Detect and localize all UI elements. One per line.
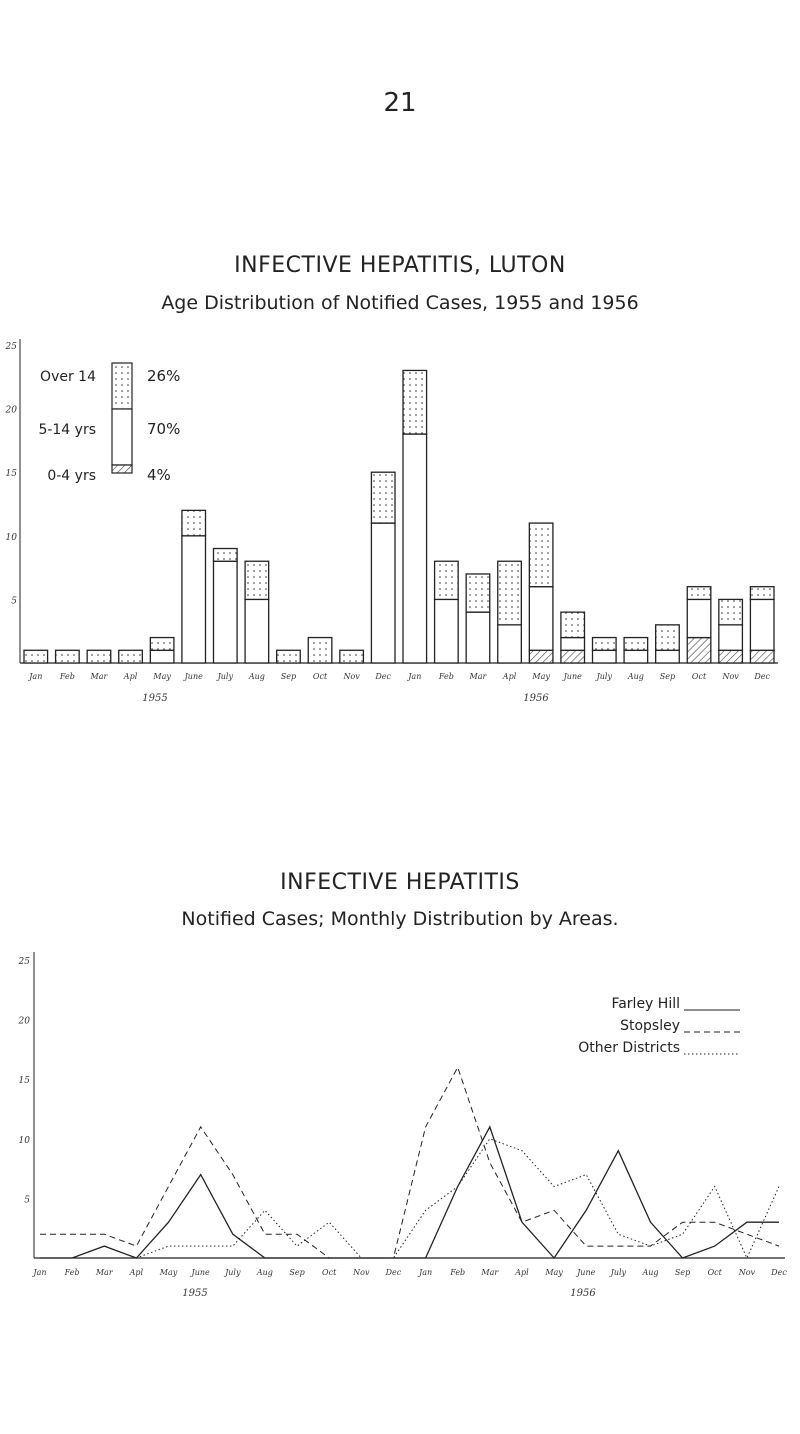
line-chart-subtitle: Notified Cases; Monthly Distribution by Areas.: [181, 908, 619, 930]
bar-y-tick-label: 5: [11, 596, 17, 607]
bar-y-tick-label: 20: [5, 405, 17, 416]
line-y-tick-label: 5: [24, 1195, 30, 1206]
line-x-tick-label: Nov: [353, 1268, 370, 1277]
bar-segment-over-14: [24, 650, 48, 663]
legend-percent: 70%: [147, 420, 181, 438]
line-x-tick-label: May: [159, 1268, 178, 1277]
bar-segment-over-14: [56, 650, 80, 663]
line-x-tick-label: Nov: [738, 1268, 756, 1277]
line-x-tick-label: Mar: [95, 1268, 113, 1277]
series-line-other-districts: [40, 1139, 779, 1258]
bar-segment-over-14: [435, 561, 459, 599]
bar-segment-5-14: [466, 612, 490, 663]
bar-segment-over-14: [498, 561, 522, 625]
line-x-tick-label: July: [610, 1268, 627, 1277]
line-x-tick-label: Feb: [450, 1268, 466, 1277]
bar-segment-over-14: [561, 612, 585, 637]
bar-segment-0-4: [561, 650, 585, 663]
bar-segment-over-14: [624, 638, 648, 651]
line-x-tick-label: Sep: [289, 1268, 305, 1277]
bar-segment-5-14: [529, 587, 553, 651]
bar-segment-over-14: [466, 574, 490, 612]
bar-x-tick-label: Oct: [691, 672, 707, 681]
bar-x-tick-label: July: [217, 672, 234, 681]
bar-segment-0-4: [750, 650, 774, 663]
bar-x-tick-label: Aug: [627, 672, 644, 681]
bar-x-tick-label: Apl: [502, 672, 517, 681]
bar-segment-over-14: [403, 370, 427, 434]
legend-label: 5-14 yrs: [38, 422, 96, 438]
line-y-tick-label: 15: [18, 1076, 30, 1087]
line-x-tick-label: Apl: [129, 1268, 144, 1277]
bar-x-tick-label: Aug: [248, 672, 265, 681]
legend-swatch-over-14: [112, 363, 132, 409]
bar-x-tick-label: May: [153, 672, 171, 681]
bar-x-tick-label: Nov: [722, 672, 739, 681]
line-x-tick-label: Feb: [64, 1268, 80, 1277]
series-line-stopsley: [40, 1067, 779, 1258]
line-x-tick-label: Jan: [33, 1268, 47, 1277]
line-year-label-1955: 1955: [182, 1288, 208, 1299]
bar-segment-over-14: [656, 625, 680, 650]
bar-x-tick-label: July: [596, 672, 613, 681]
page-number: 21: [383, 88, 417, 118]
bar-segment-over-14: [371, 472, 395, 523]
bar-segment-over-14: [529, 523, 553, 587]
bar-segment-0-4: [719, 650, 743, 663]
legend-label: Farley Hill: [611, 996, 680, 1012]
line-y-tick-label: 20: [18, 1016, 30, 1027]
legend-percent: 26%: [147, 367, 181, 385]
bar-segment-over-14: [245, 561, 269, 599]
legend-swatch-5-14: [112, 409, 132, 465]
line-y-tick-label: 25: [18, 957, 30, 967]
bar-segment-5-14: [656, 650, 680, 663]
legend-label: 0-4 yrs: [47, 468, 96, 484]
bar-segment-5-14: [214, 561, 238, 663]
line-x-tick-label: Aug: [642, 1268, 659, 1277]
line-x-tick-label: Dec: [771, 1268, 787, 1277]
bar-segment-5-14: [624, 650, 648, 663]
bar-segment-over-14: [719, 599, 743, 624]
bar-x-tick-label: June: [184, 672, 203, 681]
bar-year-label-1955: 1955: [142, 693, 168, 704]
bar-chart-title: INFECTIVE HEPATITIS, LUTON: [234, 253, 566, 278]
bar-x-tick-label: Dec: [754, 672, 771, 681]
bar-segment-5-14: [245, 599, 269, 663]
line-x-tick-label: June: [577, 1268, 596, 1277]
bar-x-tick-label: Feb: [59, 672, 75, 681]
legend-label: Stopsley: [620, 1018, 680, 1034]
bar-segment-over-14: [750, 587, 774, 600]
bar-y-tick-label: 25: [5, 342, 17, 352]
line-x-tick-label: May: [545, 1268, 563, 1277]
bar-x-tick-label: June: [563, 672, 582, 681]
bar-x-tick-label: Mar: [469, 672, 487, 681]
bar-segment-5-14: [435, 599, 459, 663]
bar-segment-5-14: [498, 625, 522, 663]
line-x-tick-label: Oct: [322, 1268, 337, 1277]
bar-segment-5-14: [593, 650, 617, 663]
line-year-label-1956: 1956: [570, 1288, 596, 1299]
bar-segment-over-14: [119, 650, 143, 663]
bar-year-label-1956: 1956: [523, 693, 549, 704]
legend-percent: 4%: [147, 466, 171, 484]
bar-segment-over-14: [214, 549, 238, 562]
line-chart: [0, 940, 800, 1300]
bar-segment-5-14: [561, 638, 585, 651]
bar-y-tick-label: 10: [5, 532, 17, 543]
line-x-tick-label: July: [225, 1268, 241, 1277]
bar-x-tick-label: Sep: [659, 672, 676, 681]
bar-segment-over-14: [150, 638, 174, 651]
bar-x-tick-label: Dec: [375, 672, 392, 681]
line-x-tick-label: Apl: [515, 1268, 529, 1277]
line-x-tick-label: Jan: [418, 1268, 433, 1277]
legend-label: Over 14: [40, 369, 96, 385]
line-x-tick-label: Oct: [707, 1268, 722, 1277]
bar-segment-over-14: [687, 587, 711, 600]
bar-chart-subtitle: Age Distribution of Notified Cases, 1955 and 1956: [161, 292, 639, 314]
bar-segment-5-14: [719, 625, 743, 650]
legend-label: Other Districts: [578, 1040, 680, 1056]
bar-segment-5-14: [182, 536, 206, 663]
bar-x-tick-label: Nov: [343, 672, 360, 681]
bar-chart: [0, 335, 800, 715]
bar-x-tick-label: Oct: [312, 672, 328, 681]
bar-x-tick-label: Sep: [280, 672, 297, 681]
bar-segment-5-14: [403, 434, 427, 663]
bar-segment-over-14: [277, 650, 301, 663]
line-x-tick-label: June: [191, 1268, 210, 1277]
bar-segment-over-14: [593, 638, 617, 651]
bar-x-tick-label: Feb: [438, 672, 454, 681]
bar-segment-over-14: [182, 510, 206, 535]
bar-segment-5-14: [750, 599, 774, 650]
bar-x-tick-label: Jan: [408, 672, 422, 681]
bar-segment-over-14: [87, 650, 111, 663]
line-x-tick-label: Mar: [481, 1268, 499, 1277]
bar-segment-over-14: [340, 650, 364, 663]
bar-segment-5-14: [371, 523, 395, 663]
bar-x-tick-label: May: [532, 672, 550, 681]
line-x-tick-label: Aug: [256, 1268, 273, 1277]
bar-x-tick-label: Apl: [123, 672, 138, 681]
bar-x-tick-label: Jan: [29, 672, 43, 681]
line-y-tick-label: 10: [18, 1135, 30, 1146]
bar-segment-5-14: [150, 650, 174, 663]
bar-segment-over-14: [308, 638, 332, 663]
legend-swatch-0-4: [112, 465, 132, 473]
bar-segment-0-4: [687, 638, 711, 663]
bar-x-tick-label: Mar: [90, 672, 108, 681]
line-chart-title: INFECTIVE HEPATITIS: [280, 870, 520, 895]
bar-y-tick-label: 15: [5, 469, 17, 480]
bar-segment-5-14: [687, 599, 711, 637]
line-x-tick-label: Sep: [674, 1268, 691, 1277]
bar-segment-0-4: [529, 650, 553, 663]
line-x-tick-label: Dec: [385, 1268, 402, 1277]
